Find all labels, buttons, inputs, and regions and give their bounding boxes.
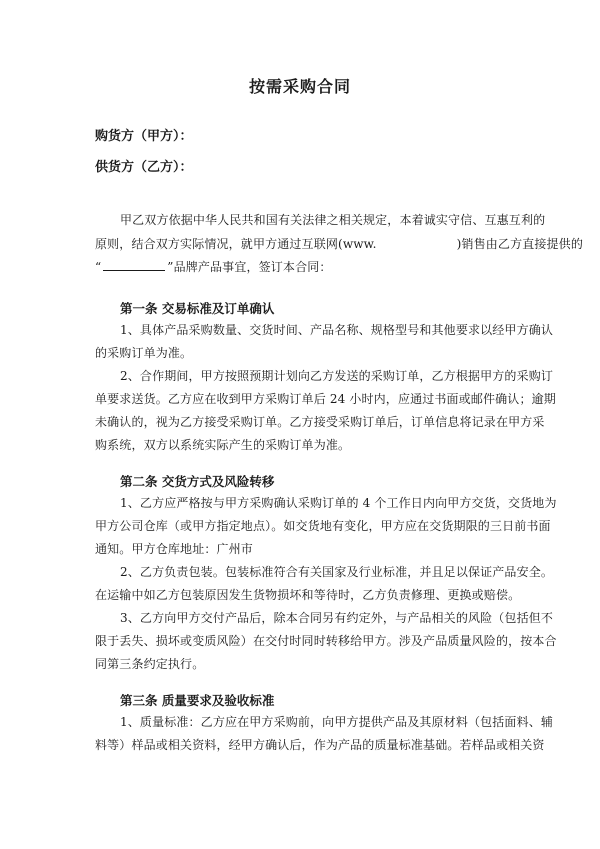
article-3-p1-line-1: 1、质量标准：乙方应在甲方采购前，向甲方提供产品及其原材料（包括面料、辅 (120, 715, 554, 729)
article-1-p1-line-1: 1、具体产品采购数量、交货时间、产品名称、规格型号和其他要求以经甲方确认 (120, 323, 554, 337)
seller-label: 供货方（乙方）： (95, 160, 193, 175)
contract-title: 按需采购合同 (248, 77, 351, 96)
article-1-p2-line-1: 2、合作期间，甲方按照预期计划向乙方发送的采购订单，乙方根据甲方的采购订 (120, 369, 554, 383)
article-1-heading: 第一条 交易标准及订单确认 (120, 301, 275, 316)
article-2-p3-line-2: 限于丢失、损坏或变质风险）在交付时同时转移给甲方。涉及产品质量风险的，按本合 (95, 634, 557, 648)
article-2-p1-line-1: 1、乙方应严格按与甲方采购确认采购订单的 4 个工作日内向甲方交货，交货地为 (120, 496, 557, 510)
buyer-label: 购货方（甲方）： (95, 129, 193, 144)
intro-line-2-part-a: 原则，结合双方实际情况，就甲方通过互联网(www. (95, 237, 377, 251)
article-1-p2-line-4: 购系统，双方以系统实际产生的采购订单为准。 (95, 438, 351, 452)
article-2-p2-line-1: 2、乙方负责包装。包装标准符合有关国家及行业标准，并且足以保证产品安全。 (120, 565, 554, 579)
article-2-p1-line-3: 通知。甲方仓库地址：广州市 (95, 542, 253, 556)
article-2-p3-line-3: 同第三条约定执行。 (95, 657, 205, 671)
intro-line-3-text: ”品牌产品事宜，签订本合同： (167, 260, 332, 274)
article-2-p2-line-2: 在运输中如乙方包装原因发生货物损坏和等待时，乙方负责修理、更换或赔偿。 (95, 588, 521, 602)
article-2-p3-line-1: 3、乙方向甲方交付产品后，除本合同另有约定外，与产品相关的风险（包括但不 (120, 611, 554, 625)
intro-line-2 (95, 236, 583, 252)
article-1-p2-line-3: 未确认的，视为乙方接受采购订单。乙方接受采购订单后，订单信息将记录在甲方采 (95, 415, 545, 429)
intro-line-3-open-quote: “ (95, 260, 102, 274)
intro-line-3 (95, 259, 525, 275)
article-1-p1-line-2: 的采购订单为准。 (95, 346, 193, 360)
article-1-p2-line-2: 单要求送货。乙方应在收到甲方采购订单后 24 小时内，应通过书面或邮件确认；逾期 (95, 392, 556, 406)
article-3-p1-line-2: 料等）样品或相关资料，经甲方确认后，作为产品的质量标准基础。若样品或相关资 (95, 738, 545, 752)
article-2-p1-line-2: 甲方公司仓库（或甲方指定地点）。如交货地有变化，甲方应在交货期限的三日前书面 (95, 519, 551, 533)
article-2-heading: 第二条 交货方式及风险转移 (120, 474, 275, 489)
article-3-heading: 第三条 质量要求及验收标准 (120, 693, 275, 708)
intro-line-2-part-b: )销售由乙方直接提供的 (456, 237, 583, 251)
intro-line-1: 甲乙双方依据中华人民共和国有关法律之相关规定，本着诚实守信、互惠互利的 (120, 213, 546, 227)
brand-blank (103, 259, 165, 271)
